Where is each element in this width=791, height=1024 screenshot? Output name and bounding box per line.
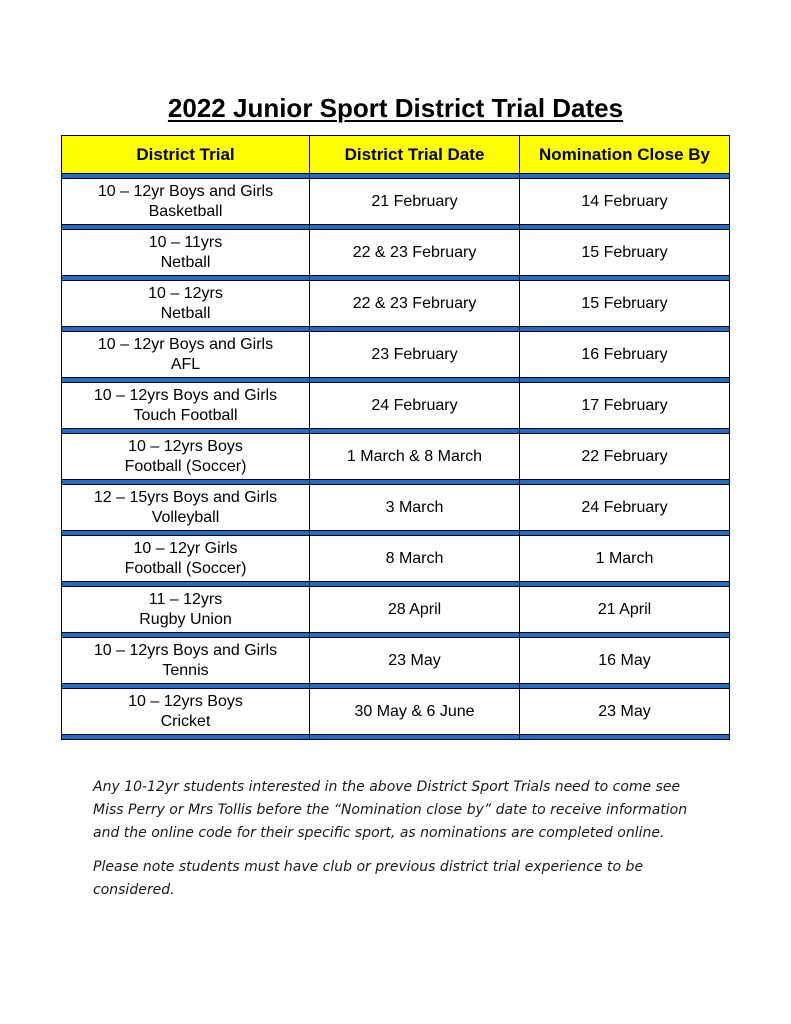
trial-sport: Cricket [160, 712, 211, 730]
cell-trial-date: 8 March [310, 536, 520, 582]
trial-age-group: 11 – 12yrs [148, 590, 223, 608]
cell-nomination-close: 17 February [520, 383, 730, 429]
trial-sport: Volleyball [151, 508, 220, 526]
trial-sport: Basketball [148, 202, 223, 220]
trial-age-group: 10 – 12yrs [148, 284, 223, 302]
table-header-row [62, 136, 730, 174]
trial-age-group: 12 – 15yrs Boys and Girls [93, 488, 278, 506]
trial-age-group: 10 – 12yrs Boys and Girls [93, 641, 278, 659]
cell-district-trial [62, 536, 310, 582]
table-row [62, 281, 730, 327]
trial-age-group: 10 – 12yr Boys and Girls [97, 182, 274, 200]
cell-district-trial [62, 485, 310, 531]
cell-trial-date: 22 & 23 February [310, 281, 520, 327]
notes-section [93, 776, 713, 913]
cell-nomination-close: 23 May [520, 689, 730, 735]
header-district-trial: District Trial [62, 136, 310, 174]
cell-nomination-close: 21 April [520, 587, 730, 633]
trial-age-group: 10 – 12yr Girls [133, 539, 238, 557]
trial-age-group: 10 – 12yrs Boys [128, 437, 243, 455]
table-body [62, 174, 730, 740]
trial-sport: Netball [160, 253, 211, 271]
cell-nomination-close: 15 February [520, 281, 730, 327]
cell-district-trial [62, 587, 310, 633]
trial-sport: AFL [170, 355, 201, 373]
cell-nomination-close: 16 May [520, 638, 730, 684]
table-row [62, 587, 730, 633]
cell-nomination-close: 16 February [520, 332, 730, 378]
notes-paragraph-experience: Please note students must have club or previous district trial experience to be considered. [93, 859, 644, 898]
trial-sport: Football (Soccer) [124, 457, 247, 475]
table-row [62, 536, 730, 582]
cell-nomination-close: 24 February [520, 485, 730, 531]
separator-cell [520, 735, 730, 740]
cell-trial-date: 3 March [310, 485, 520, 531]
cell-trial-date: 21 February [310, 179, 520, 225]
cell-district-trial [62, 281, 310, 327]
trial-age-group: 10 – 12yrs Boys and Girls [93, 386, 278, 404]
header-district-trial-date: District Trial Date [310, 136, 520, 174]
cell-trial-date: 23 May [310, 638, 520, 684]
trial-sport: Tennis [162, 661, 209, 679]
header-nomination-close-by: Nomination Close By [520, 136, 730, 174]
table-row [62, 332, 730, 378]
table-row [62, 383, 730, 429]
trial-age-group: 10 – 12yrs Boys [128, 692, 243, 710]
cell-trial-date: 1 March & 8 March [310, 434, 520, 480]
cell-nomination-close: 22 February [520, 434, 730, 480]
trial-age-group: 10 – 12yr Boys and Girls [97, 335, 274, 353]
cell-district-trial [62, 689, 310, 735]
trial-sport: Rugby Union [139, 610, 232, 628]
notes-paragraph-nomination: Any 10-12yr students interested in the above District Sport Trials need to come see Miss Perry or Mrs Tollis before the “Nomination close by” date to receive information and the online code for their specific sport, as nominations are completed online. [93, 779, 688, 841]
cell-district-trial [62, 434, 310, 480]
table-row [62, 434, 730, 480]
separator-cell [62, 735, 310, 740]
table-row [62, 230, 730, 276]
cell-district-trial [62, 179, 310, 225]
trial-sport: Netball [160, 304, 211, 322]
cell-trial-date: 30 May & 6 June [310, 689, 520, 735]
trial-age-group: 10 – 11yrs [148, 233, 223, 251]
table-row [62, 485, 730, 531]
cell-trial-date: 23 February [310, 332, 520, 378]
cell-nomination-close: 1 March [520, 536, 730, 582]
cell-nomination-close: 14 February [520, 179, 730, 225]
table-row [62, 689, 730, 735]
cell-district-trial [62, 638, 310, 684]
trial-sport: Football (Soccer) [124, 559, 247, 577]
cell-district-trial [62, 383, 310, 429]
trial-dates-table [61, 135, 730, 740]
cell-nomination-close: 15 February [520, 230, 730, 276]
cell-district-trial [62, 230, 310, 276]
cell-trial-date: 28 April [310, 587, 520, 633]
cell-trial-date: 24 February [310, 383, 520, 429]
separator-cell [310, 735, 520, 740]
table-row [62, 638, 730, 684]
trial-sport: Touch Football [133, 406, 238, 424]
table-row [62, 179, 730, 225]
cell-district-trial [62, 332, 310, 378]
page-title: 2022 Junior Sport District Trial Dates [167, 93, 624, 123]
row-separator [62, 735, 730, 740]
cell-trial-date: 22 & 23 February [310, 230, 520, 276]
